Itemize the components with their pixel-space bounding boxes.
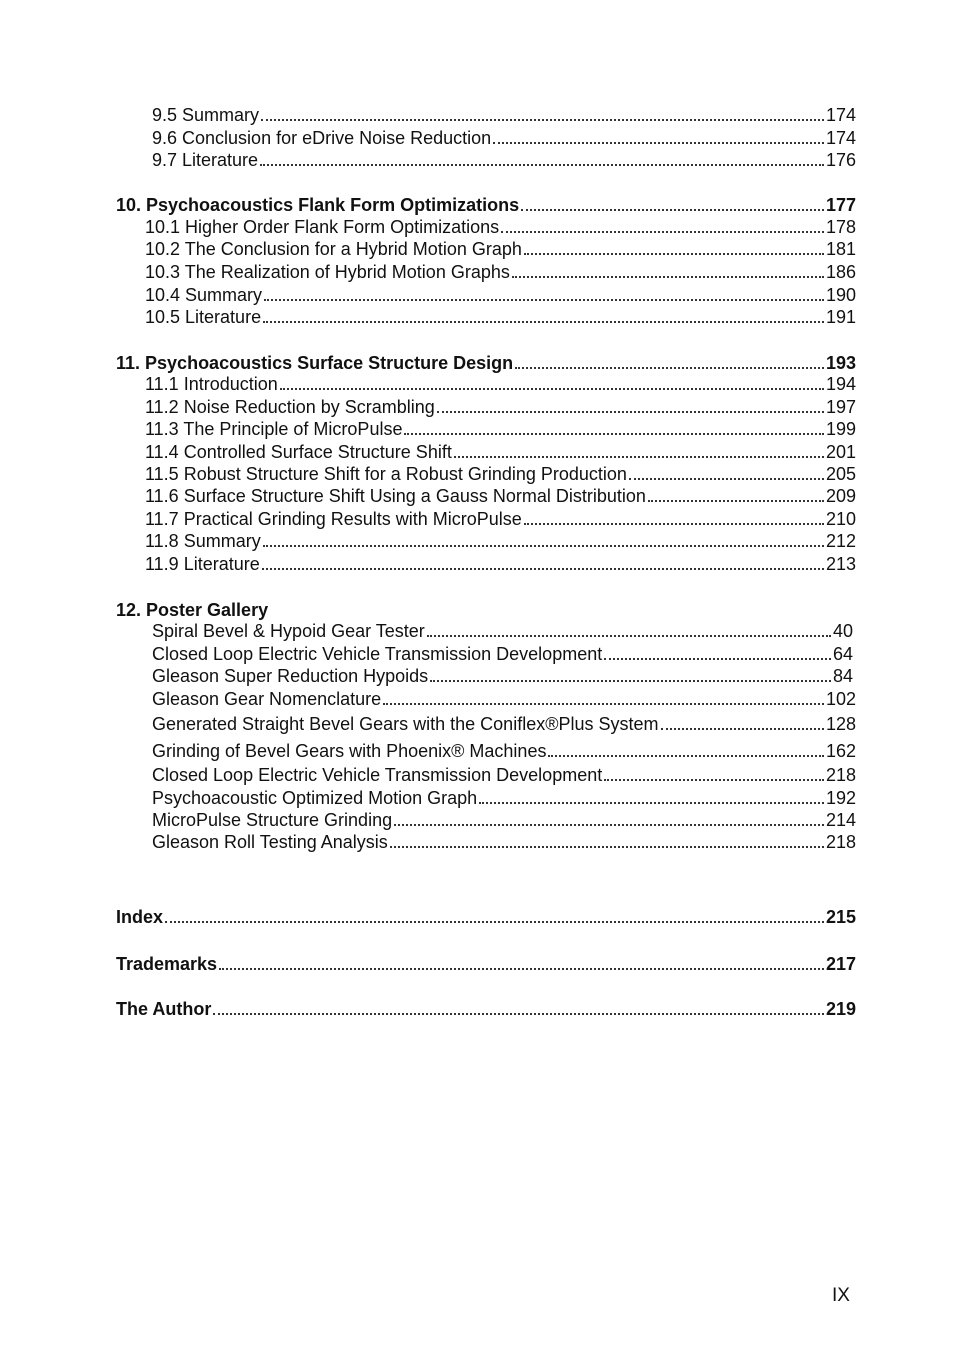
toc-entry[interactable]	[152, 127, 856, 149]
toc-chapter-page: 193	[825, 353, 856, 373]
toc-entry-page: 218	[825, 765, 856, 785]
toc-entry[interactable]	[145, 553, 856, 575]
dot-leader	[165, 921, 824, 923]
toc-chapter-heading[interactable]	[116, 194, 856, 216]
toc-entry[interactable]	[145, 284, 856, 306]
toc-entry-title: Psychoacoustic Optimized Motion Graph	[152, 788, 478, 808]
toc-entry-page: 191	[825, 307, 856, 327]
dot-leader	[261, 119, 824, 121]
toc-entry-title: 11.3 The Principle of MicroPulse	[145, 419, 403, 439]
dot-leader	[661, 728, 824, 730]
toc-chapter-title: 11. Psychoacoustics Surface Structure Design	[116, 353, 514, 373]
dot-leader	[383, 703, 824, 705]
toc-entry-page: 215	[825, 907, 856, 927]
dot-leader	[390, 846, 824, 848]
dot-leader	[427, 635, 831, 637]
dot-leader	[629, 478, 824, 480]
toc-entry[interactable]	[152, 688, 856, 710]
dot-leader	[548, 755, 824, 757]
toc-entry-title: MicroPulse Structure Grinding	[152, 810, 393, 830]
toc-entry-title: The Author	[116, 999, 212, 1019]
toc-entry-title: 11.6 Surface Structure Shift Using a Gauss Normal Distribution	[145, 486, 646, 506]
toc-entry[interactable]	[145, 306, 856, 328]
toc-entry-title: 11.5 Robust Structure Shift for a Robust Grinding Production	[145, 464, 627, 484]
toc-entry[interactable]	[145, 238, 856, 260]
dot-leader	[430, 680, 831, 682]
toc-entry-title: Spiral Bevel & Hypoid Gear Tester	[152, 621, 425, 641]
toc-entry-page: 162	[825, 741, 856, 761]
toc-entry-page: 213	[825, 554, 856, 574]
toc-entry-page: 40	[832, 621, 853, 641]
toc-entry-page: 64	[832, 644, 853, 664]
toc-entry-page: 192	[825, 788, 856, 808]
toc-entry-title: 10.3 The Realization of Hybrid Motion Graphs	[145, 262, 510, 282]
toc-entry-page: 214	[825, 810, 856, 830]
page-number: IX	[832, 1285, 850, 1306]
toc-entry[interactable]	[152, 643, 853, 665]
toc-entry[interactable]	[145, 441, 856, 463]
toc-entry-page: 199	[825, 419, 856, 439]
toc-entry[interactable]	[152, 104, 856, 126]
dot-leader	[213, 1013, 824, 1015]
dot-leader	[493, 142, 824, 144]
dot-leader	[515, 367, 824, 369]
dot-leader	[604, 779, 824, 781]
dot-leader	[280, 388, 824, 390]
toc-entry-title: 10.2 The Conclusion for a Hybrid Motion Graph	[145, 239, 522, 259]
toc-entry[interactable]	[152, 809, 856, 831]
toc-entry-page: 219	[825, 999, 856, 1019]
toc-entry-page: 217	[825, 954, 856, 974]
toc-entry-title: 10.4 Summary	[145, 285, 263, 305]
toc-entry[interactable]	[152, 713, 856, 735]
toc-entry-title: 10.5 Literature	[145, 307, 262, 327]
dot-leader	[404, 433, 823, 435]
dot-leader	[454, 456, 824, 458]
toc-entry[interactable]	[152, 740, 856, 762]
toc-entry[interactable]	[145, 373, 856, 395]
dot-leader	[260, 164, 824, 166]
toc-chapter-title: 12. Poster Gallery	[116, 600, 269, 620]
toc-entry-title: Closed Loop Electric Vehicle Transmission Development	[152, 644, 603, 664]
toc-entry[interactable]	[145, 485, 856, 507]
toc-entry[interactable]	[152, 149, 856, 171]
toc-entry-title: 9.7 Literature	[152, 150, 259, 170]
toc-entry-title: Closed Loop Electric Vehicle Transmission Development	[152, 765, 603, 785]
dot-leader	[524, 253, 824, 255]
toc-entry-title: 11.9 Literature	[145, 554, 260, 574]
toc-entry-title: 11.1 Introduction	[145, 374, 278, 394]
toc-entry-page: 205	[825, 464, 856, 484]
toc-entry-title: Index	[116, 907, 164, 927]
toc-entry-title: 10.1 Higher Order Flank Form Optimizations	[145, 217, 500, 237]
toc-entry-page: 176	[825, 150, 856, 170]
toc-entry-title: 11.7 Practical Grinding Results with MicroPulse	[145, 509, 522, 529]
dot-leader	[263, 545, 824, 547]
toc-back-matter-entry[interactable]	[116, 998, 856, 1020]
toc-entry[interactable]	[145, 216, 856, 238]
dot-leader	[262, 568, 824, 570]
toc-entry[interactable]	[145, 261, 856, 283]
toc-chapter-title: 10. Psychoacoustics Flank Form Optimizations	[116, 195, 520, 215]
toc-entry[interactable]	[152, 764, 856, 786]
toc-entry-page: 201	[825, 442, 856, 462]
toc-entry[interactable]	[145, 463, 856, 485]
toc-entry-title: Gleason Roll Testing Analysis	[152, 832, 388, 852]
toc-back-matter-entry[interactable]	[116, 953, 856, 975]
dot-leader	[524, 523, 824, 525]
toc-entry-page: 212	[825, 531, 856, 551]
toc-entry-page: 174	[825, 128, 856, 148]
toc-entry-page: 178	[825, 217, 856, 237]
toc-entry-title: 9.6 Conclusion for eDrive Noise Reduction	[152, 128, 492, 148]
toc-chapter-heading[interactable]	[116, 352, 856, 374]
toc-entry[interactable]	[145, 508, 856, 530]
dot-leader	[264, 299, 824, 301]
toc-entry-title: Generated Straight Bevel Gears with the Coniflex®Plus System	[152, 714, 659, 734]
dot-leader	[263, 321, 824, 323]
toc-entry[interactable]	[152, 787, 856, 809]
toc-entry-page: 102	[825, 689, 856, 709]
toc-entry-page: 210	[825, 509, 856, 529]
toc-entry-page: 190	[825, 285, 856, 305]
toc-chapter-heading[interactable]	[116, 599, 856, 621]
toc-entry-page: 218	[825, 832, 856, 852]
toc-entry-title: 11.2 Noise Reduction by Scrambling	[145, 397, 435, 417]
dot-leader	[501, 231, 824, 233]
dot-leader	[437, 411, 824, 413]
toc-entry-page: 174	[825, 105, 856, 125]
toc-entry[interactable]	[152, 665, 853, 687]
dot-leader	[479, 802, 824, 804]
toc-entry-page: 194	[825, 374, 856, 394]
toc-entry[interactable]	[152, 831, 856, 853]
toc-entry[interactable]	[145, 530, 856, 552]
toc-entry-page: 84	[832, 666, 853, 686]
dot-leader	[604, 658, 831, 660]
toc-chapter-page: 177	[825, 195, 856, 215]
toc-entry-page: 128	[825, 714, 856, 734]
toc-entry-title: Gleason Gear Nomenclature	[152, 689, 382, 709]
toc-back-matter-entry[interactable]	[116, 906, 856, 928]
toc-entry-title: 9.5 Summary	[152, 105, 260, 125]
toc-entry-page: 209	[825, 486, 856, 506]
toc-entry[interactable]	[152, 620, 853, 642]
toc-entry-page: 181	[825, 239, 856, 259]
toc-entry-title: Gleason Super Reduction Hypoids	[152, 666, 429, 686]
toc-entry-page: 186	[825, 262, 856, 282]
dot-leader	[521, 209, 824, 211]
toc-entry-title: Trademarks	[116, 954, 218, 974]
toc-entry[interactable]	[145, 396, 856, 418]
dot-leader	[394, 824, 824, 826]
dot-leader	[648, 500, 824, 502]
toc-entry[interactable]	[145, 418, 856, 440]
dot-leader	[512, 276, 824, 278]
toc-entry-title: Grinding of Bevel Gears with Phoenix® Machines	[152, 741, 547, 761]
toc-entry-page: 197	[825, 397, 856, 417]
toc-entry-title: 11.8 Summary	[145, 531, 261, 551]
toc-entry-title: 11.4 Controlled Surface Structure Shift	[145, 442, 452, 462]
dot-leader	[219, 968, 824, 970]
